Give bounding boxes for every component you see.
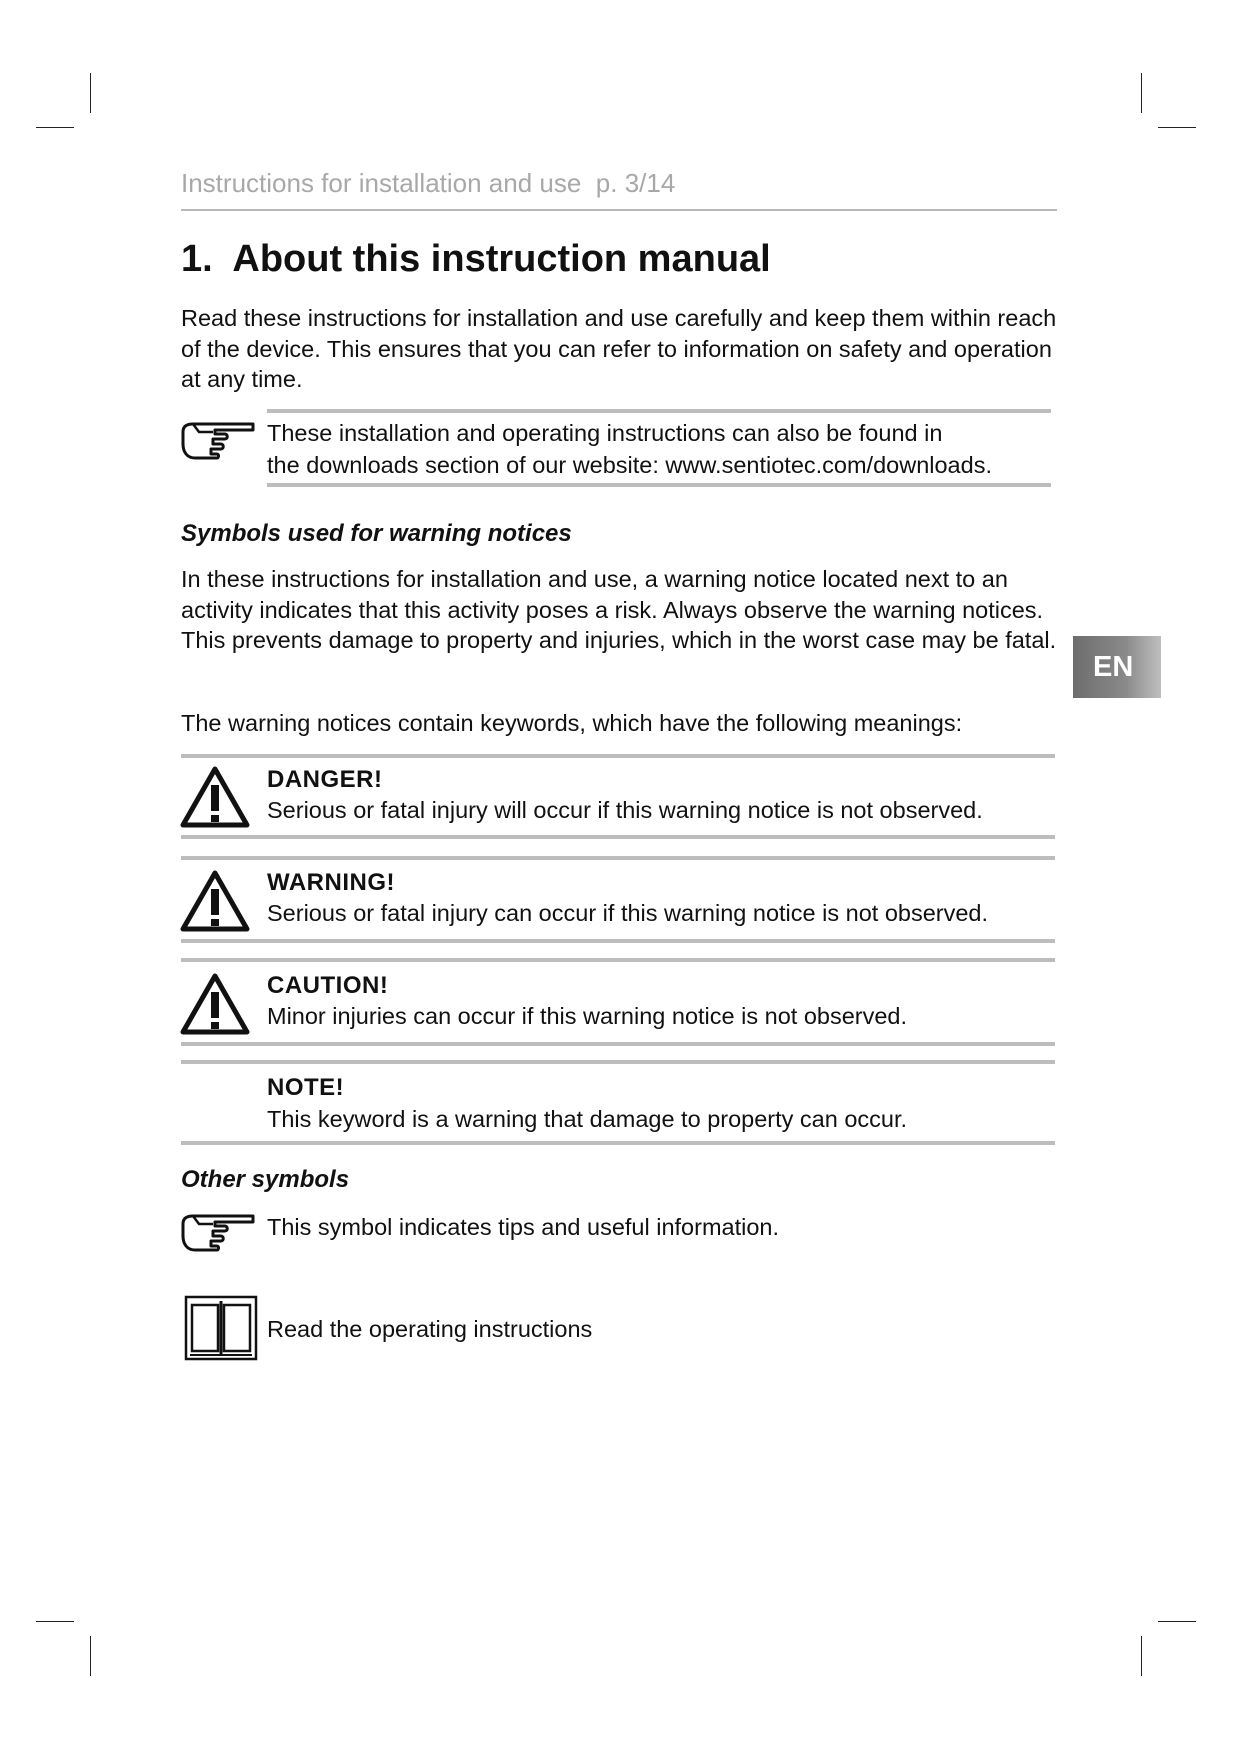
note-top-rule — [181, 1060, 1055, 1064]
tip-line-1: These installation and operating instructions can also be found in — [267, 420, 943, 446]
crop-mark-top-left-v — [90, 73, 91, 113]
intro-paragraph: Read these instructions for installation and use carefully and keep them within reach of the device. This ensures that you can refer to information on safety and operation at any time. — [181, 305, 1057, 392]
crop-mark-top-left-h — [36, 127, 74, 128]
crop-mark-bottom-left-v — [90, 1636, 91, 1676]
other-symbols-heading: Other symbols — [181, 1166, 350, 1193]
crop-mark-top-right-h — [1158, 127, 1196, 128]
warning-label: WARNING! — [267, 869, 395, 896]
open-book-icon — [184, 1295, 258, 1361]
danger-bottom-rule — [181, 835, 1055, 839]
manual-symbol-text: Read the operating instructions — [267, 1316, 593, 1342]
tip-box-bottom-rule — [267, 483, 1051, 487]
note-text: This keyword is a warning that damage to property can occur. — [267, 1106, 908, 1132]
header-divider — [181, 209, 1057, 211]
warning-triangle-icon — [179, 869, 251, 933]
tip-symbol-text: This symbol indicates tips and useful information. — [267, 1214, 780, 1240]
danger-top-rule — [181, 754, 1055, 758]
tip-line-2: the downloads section of our website: www.sentiotec.com/downloads. — [267, 452, 992, 478]
warning-symbols-description: In these instructions for installation and use, a warning notice located next to an activity indicates that this activity poses a risk. Always observe the warning notices. This prevents damage to property and injuries, which in the worst case may be fatal. — [181, 566, 1057, 653]
crop-mark-bottom-right-h — [1158, 1621, 1196, 1622]
pointing-hand-icon — [179, 420, 257, 462]
warning-symbols-heading: Symbols used for warning notices — [181, 520, 572, 547]
keywords-intro: The warning notices contain keywords, which have the following meanings: — [181, 710, 963, 736]
tip-box-top-rule — [267, 409, 1051, 413]
warning-triangle-icon — [179, 972, 251, 1036]
danger-label: DANGER! — [267, 766, 383, 793]
running-header: Instructions for installation and use p. 3/14 — [181, 168, 676, 198]
language-tab: EN — [1073, 636, 1161, 698]
note-bottom-rule — [181, 1141, 1055, 1145]
danger-text: Serious or fatal injury will occur if this warning notice is not observed. — [267, 797, 983, 823]
crop-mark-top-right-v — [1141, 73, 1142, 113]
warning-top-rule — [181, 856, 1055, 860]
note-label: NOTE! — [267, 1074, 345, 1101]
pointing-hand-icon — [179, 1212, 257, 1254]
crop-mark-bottom-right-v — [1141, 1636, 1142, 1676]
caution-label: CAUTION! — [267, 972, 389, 999]
warning-text: Serious or fatal injury can occur if this warning notice is not observed. — [267, 900, 989, 926]
crop-mark-bottom-left-h — [36, 1621, 74, 1622]
caution-bottom-rule — [181, 1042, 1055, 1046]
warning-triangle-icon — [179, 765, 251, 829]
caution-top-rule — [181, 958, 1055, 962]
warning-bottom-rule — [181, 939, 1055, 943]
section-title: 1. About this instruction manual — [181, 238, 771, 280]
caution-text: Minor injuries can occur if this warning notice is not observed. — [267, 1003, 908, 1029]
